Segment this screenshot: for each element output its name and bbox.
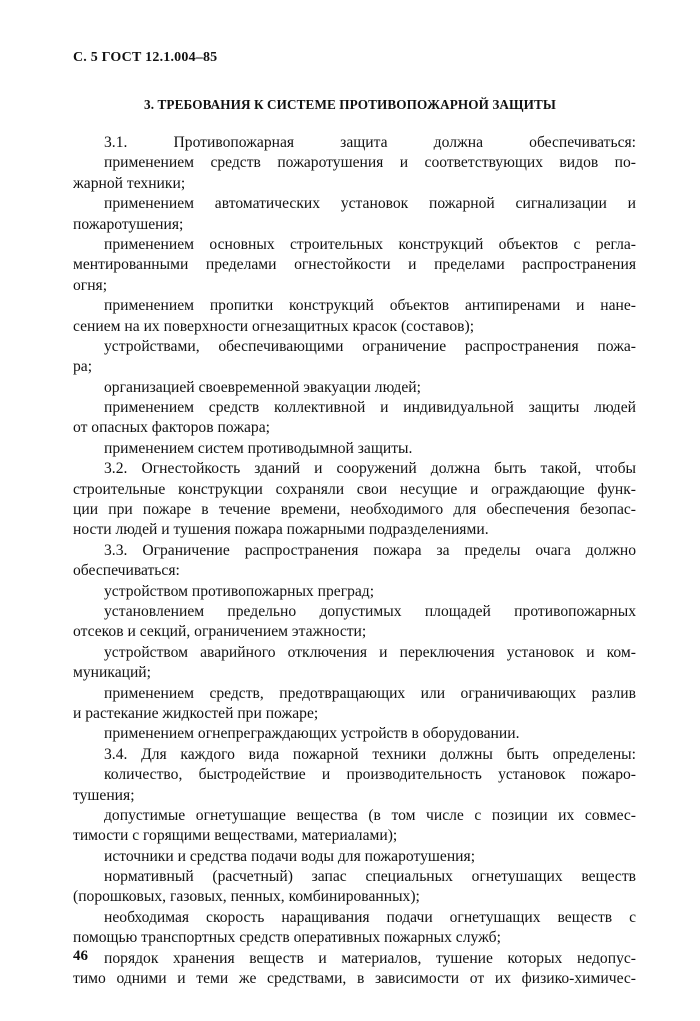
text-line: порядок хранения веществ и материалов, тушение которых недопус- xyxy=(104,949,636,967)
text-line: муникаций; xyxy=(73,664,151,682)
text-line: устройствами, обеспечивающими ограничение распространения пожа- xyxy=(104,337,636,355)
text-line: применением систем противодымной защиты. xyxy=(104,439,413,457)
text-line: источники и средства подачи воды для пожаротушения; xyxy=(104,847,476,865)
text-line: тимо одними и теми же средствами, в зависимости от их физико-химичес- xyxy=(73,970,636,988)
text-line: необходимая скорость наращивания подачи огнетушащих веществ с xyxy=(104,908,636,926)
text-line: строительные конструкции сохраняли свои несущие и ограждающие функ- xyxy=(73,480,636,498)
text-line: применением огнепреграждающих устройств в оборудовании. xyxy=(104,725,520,743)
text-line: ции при пожаре в течение времени, необходимого для обеспечения безопас- xyxy=(73,501,636,519)
text-line: отсеков и секций, ограничением этажности; xyxy=(73,623,367,641)
text-line: от опасных факторов пожара; xyxy=(73,419,270,437)
text-line: 3.2. Огнестойкость зданий и сооружений должна быть такой, чтобы xyxy=(104,460,636,478)
text-line: применением основных строительных конструкций объектов с регла- xyxy=(104,235,636,253)
text-line: применением автоматических установок пожарной сигнализации и xyxy=(104,195,636,213)
text-line: жарной техники; xyxy=(73,174,186,192)
text-line: и растекание жидкостей при пожаре; xyxy=(73,704,319,722)
text-line: установлением предельно допустимых площадей противопожарных xyxy=(104,602,636,620)
text-line: 3.4. Для каждого вида пожарной техники должны быть определены: xyxy=(104,745,636,763)
text-line: применением средств, предотвращающих или ограничивающих разлив xyxy=(104,684,636,702)
text-line: тушения; xyxy=(73,786,135,804)
page-number: 46 xyxy=(73,948,88,964)
text-line: устройством противопожарных преград; xyxy=(104,582,375,600)
text-line: организацией своевременной эвакуации людей; xyxy=(104,378,421,396)
text-line: пожаротушения; xyxy=(73,215,184,233)
text-line: тимости с горящими веществами, материалами); xyxy=(73,827,398,845)
section-title: 3. ТРЕБОВАНИЯ К СИСТЕМЕ ПРОТИВОПОЖАРНОЙ ЗАЩИТЫ xyxy=(144,97,556,112)
text-line: допустимые огнетушащие вещества (в том числе с позиции их совмес- xyxy=(104,806,636,824)
text-line: 3.1. Противопожарная защита должна обеспечиваться: xyxy=(104,134,636,151)
text-line: количество, быстродействие и производительность установок пожаро- xyxy=(104,766,636,784)
text-line: ментированными пределами огнестойкости и пределами распространения xyxy=(73,256,636,274)
text-line: нормативный (расчетный) запас специальных огнетушащих веществ xyxy=(104,868,636,886)
text-line: применением пропитки конструкций объектов антипиренами и нане- xyxy=(104,297,636,315)
text-line: 3.3. Ограничение распространения пожара за пределы очага должно xyxy=(104,541,636,559)
text-line: обеспечиваться: xyxy=(73,562,180,580)
text-line: ра; xyxy=(73,358,93,376)
text-line: ности людей и тушения пожара пожарными подразделениями. xyxy=(73,521,489,539)
text-line: устройством аварийного отключения и переключения установок и ком- xyxy=(104,643,636,661)
text-line: применением средств пожаротушения и соответствующих видов по- xyxy=(104,154,636,172)
running-header: С. 5 ГОСТ 12.1.004–85 xyxy=(73,50,218,65)
text-line: (порошковых, газовых, пенных, комбинированных); xyxy=(73,888,420,906)
text-line: применением средств коллективной и индивидуальной защиты людей xyxy=(104,399,636,417)
text-line: сением на их поверхности огнезащитных красок (составов); xyxy=(73,317,475,335)
body-text xyxy=(73,133,636,989)
text-line: огня; xyxy=(73,276,108,294)
text-line: помощью транспортных средств оперативных пожарных служб; xyxy=(73,929,501,947)
